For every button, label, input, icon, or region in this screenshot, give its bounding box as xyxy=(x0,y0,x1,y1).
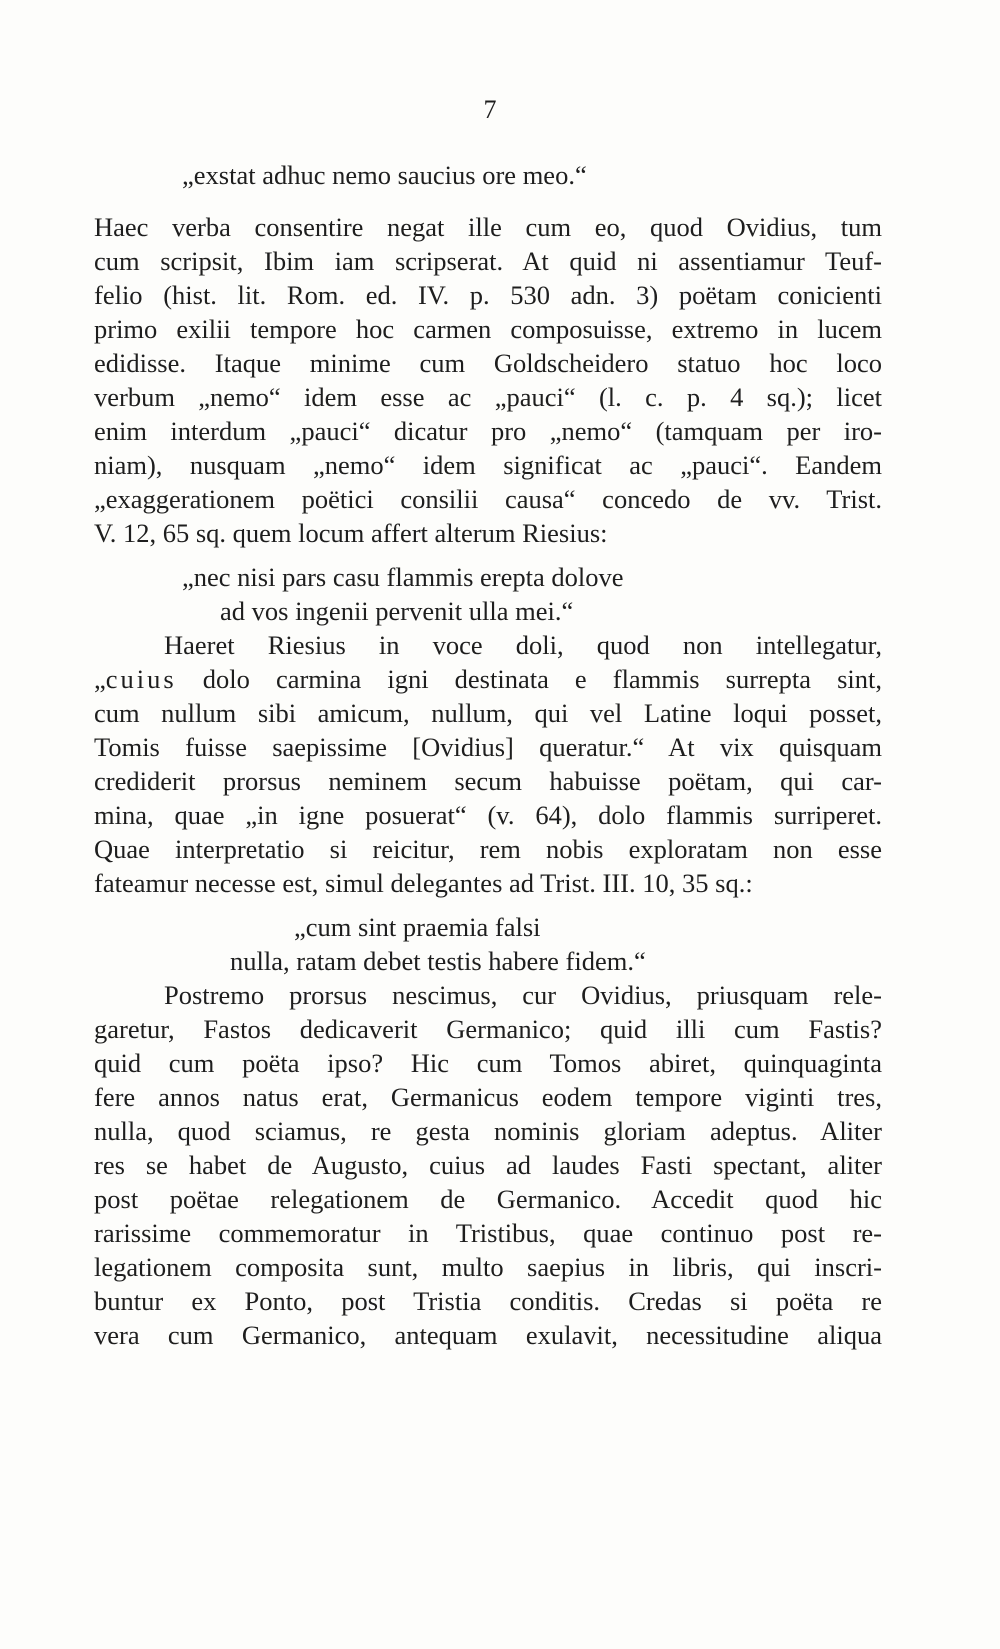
spacer xyxy=(94,192,882,210)
paragraph-line: enim interdum „pauci“ dicatur pro „nemo“ (tamquam per iro- xyxy=(94,416,882,446)
verse-line: ad vos ingenii pervenit ulla mei.“ xyxy=(220,596,574,626)
body-text xyxy=(94,158,882,1352)
paragraph-line: edidisse. Itaque minime cum Goldscheidero statuo hoc loco xyxy=(94,348,882,378)
paragraph-line: Haeret Riesius in voce doli, quod non intellegatur, xyxy=(164,630,882,660)
paragraph-line: buntur ex Ponto, post Tristia conditis. Credas si poëta re xyxy=(94,1286,882,1316)
paragraph-line: cum scripsit, Ibim iam scripserat. At quid ni assentiamur Teuf- xyxy=(94,246,882,276)
paragraph-line: vera cum Germanico, antequam exulavit, necessitudine aliqua xyxy=(94,1320,882,1350)
paragraph-line: fere annos natus erat, Germanicus eodem tempore viginti tres, xyxy=(94,1082,882,1112)
verse-line: „cum sint praemia falsi xyxy=(294,912,541,942)
paragraph-line: rarissime commemoratur in Tristibus, quae continuo post re- xyxy=(94,1218,882,1248)
paragraph-line: V. 12, 65 sq. quem locum affert alterum Riesius: xyxy=(94,518,608,548)
paragraph-line: quid cum poëta ipso? Hic cum Tomos abiret, quinquaginta xyxy=(94,1048,882,1078)
spacer xyxy=(94,900,882,910)
paragraph-line: nulla, quod sciamus, re gesta nominis gloriam adeptus. Aliter xyxy=(94,1116,882,1146)
paragraph-line: Tomis fuisse saepissime [Ovidius] queratur.“ At vix quisquam xyxy=(94,732,882,762)
paragraph-line: verbum „nemo“ idem esse ac „pauci“ (l. c. p. 4 sq.); licet xyxy=(94,382,882,412)
spaced-word: cuius xyxy=(105,664,177,694)
paragraph-line: fateamur necesse est, simul delegantes ad Trist. III. 10, 35 sq.: xyxy=(94,868,753,898)
line-rest: dolo carmina igni destinata e flammis surrepta sint, xyxy=(176,664,882,694)
spacer xyxy=(94,550,882,560)
paragraph-line: niam), nusquam „nemo“ idem significat ac „pauci“. Eandem xyxy=(94,450,882,480)
verse-line: „nec nisi pars casu flammis erepta dolove xyxy=(182,562,624,592)
verse-line: „exstat adhuc nemo saucius ore meo.“ xyxy=(182,160,587,190)
paragraph-line: primo exilii tempore hoc carmen composuisse, extremo in lucem xyxy=(94,314,882,344)
paragraph-line: Postremo prorsus nescimus, cur Ovidius, priusquam rele- xyxy=(164,980,882,1010)
open-quote: „ xyxy=(94,664,106,694)
paragraph-line: cum nullum sibi amicum, nullum, qui vel Latine loqui posset, xyxy=(94,698,882,728)
paragraph-line: legationem composita sunt, multo saepius in libris, qui inscri- xyxy=(94,1252,882,1282)
verse-line: nulla, ratam debet testis habere fidem.“ xyxy=(230,946,646,976)
paragraph-line: res se habet de Augusto, cuius ad laudes Fasti spectant, aliter xyxy=(94,1150,882,1180)
paragraph-line: „exaggerationem poëtici consilii causa“ concedo de vv. Trist. xyxy=(94,484,882,514)
paragraph-line-cuius xyxy=(94,662,882,696)
paragraph-line: garetur, Fastos dedicaverit Germanico; quid illi cum Fastis? xyxy=(94,1014,882,1044)
paragraph-line: post poëtae relegationem de Germanico. Accedit quod hic xyxy=(94,1184,882,1214)
paragraph-line: felio (hist. lit. Rom. ed. IV. p. 530 adn. 3) poëtam conicienti xyxy=(94,280,882,310)
paragraph-line: Quae interpretatio si reicitur, rem nobis exploratam non esse xyxy=(94,834,882,864)
page-number: 7 xyxy=(483,95,497,124)
paragraph-line: Haec verba consentire negat ille cum eo, quod Ovidius, tum xyxy=(94,212,882,242)
paragraph-line: crediderit prorsus neminem secum habuisse poëtam, qui car- xyxy=(94,766,882,796)
paragraph-line: mina, quae „in igne posuerat“ (v. 64), dolo flammis surriperet. xyxy=(94,800,882,830)
